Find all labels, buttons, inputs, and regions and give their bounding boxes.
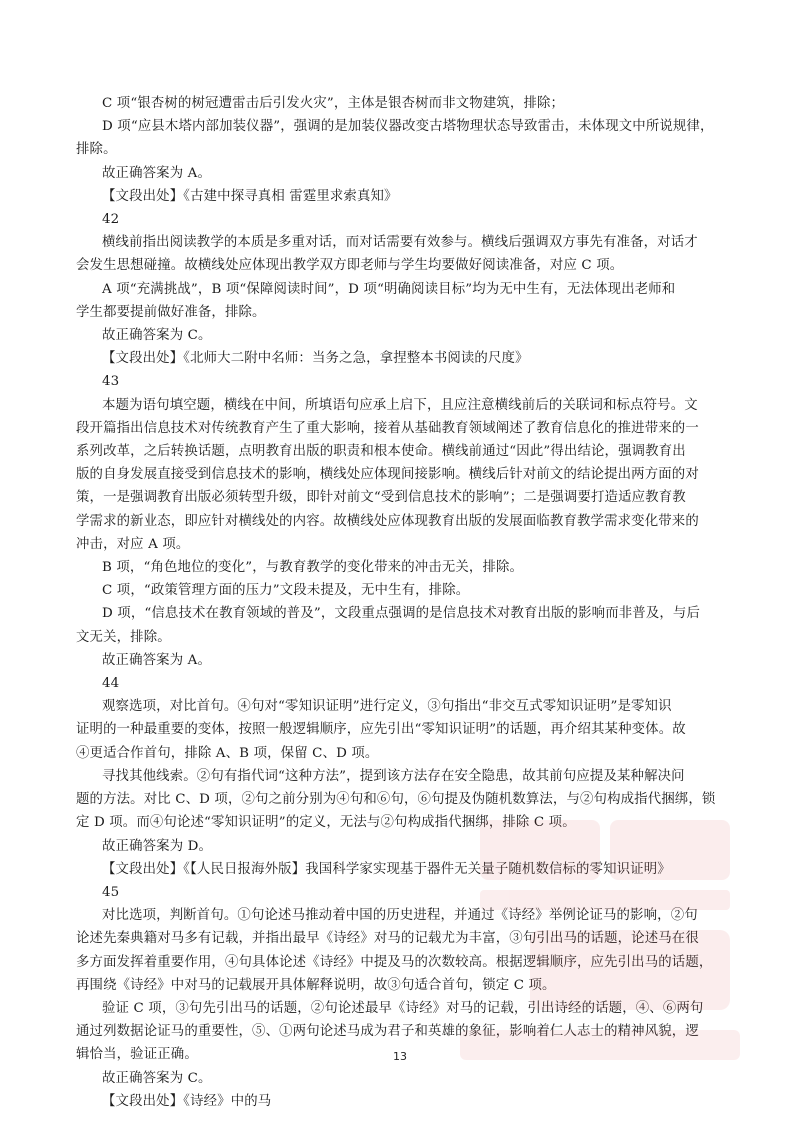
- q44-analysis-line: ④更适合作首句，排除 A、B 项，保留 C、D 项。: [76, 745, 379, 761]
- q44-clue-line: 定 D 项。而④句论述“零知识证明”的定义，无法与②句构成指代捆绑，排除 C 项。: [76, 815, 576, 831]
- q43-option-d-cont: 文无关，排除。: [76, 629, 171, 645]
- q41-answer: 故正确答案为 A。: [102, 165, 212, 181]
- document-page: [76, 92, 724, 1113]
- q43-analysis-line: 策，一是强调教育出版必须转型升级，即针对前文“受到信息技术的影响”；二是强调要打造适应教育教: [76, 490, 686, 506]
- q43-analysis-line: 本题为语句填空题，横线在中间，所填语句应承上启下，且应注意横线前后的关联词和标点符号。文: [102, 397, 698, 413]
- q43-option-d: D 项，“信息技术在教育领域的普及”，文段重点强调的是信息技术对教育出版的影响而非普及，与后: [102, 606, 700, 622]
- q44-clue-line: 题的方法。对比 C、D 项，②句之前分别为④句和⑥句，⑥句提及伪随机数算法，与②句构成指代捆绑，锁: [76, 792, 716, 808]
- q44-analysis-line: 证明的一种最重要的变体，按照一般逻辑顺序，应先引出“零知识证明”的话题，再介绍其某种变体。故: [76, 722, 686, 738]
- q43-analysis-line: 版的自身发展直接受到信息技术的影响，横线处应体现间接影响。横线后针对前文的结论提出两方面的对: [76, 467, 699, 483]
- q45-analysis-line: 再围绕《诗经》中对马的记载展开具体解释说明，故③句适合首句，锁定 C 项。: [76, 977, 556, 993]
- q45-verify-line: 通过列数据论证马的重要性，⑤、①两句论述马成为君子和英雄的象征，影响着仁人志士的精神风貌，逻: [76, 1024, 699, 1040]
- q44-analysis-line: 观察选项，对比首句。④句对“零知识证明”进行定义，③句指出“非交互式零知识证明”是零知识: [102, 699, 672, 715]
- q45-analysis-line: 多方面发挥着重要作用，④句具体论述《诗经》中提及马的次数较高。根据逻辑顺序，应先引出马的话题，: [76, 954, 713, 970]
- q43-analysis-line: 冲击，对应 A 项。: [76, 536, 190, 552]
- q41-option-d: D 项“应县木塔内部加装仪器”，强调的是加装仪器改变古塔物理状态导致雷击，未体现文中所说规律，: [102, 119, 714, 135]
- q45-number: 45: [102, 884, 120, 900]
- q42-number: 42: [102, 212, 120, 228]
- q41-option-c: C 项“银杏树的树冠遭雷击后引发火灾”，主体是银杏树而非文物建筑，排除；: [102, 96, 565, 111]
- q44-number: 44: [102, 676, 120, 692]
- q43-analysis-line: 学需求的新业态，即应针对横线处的内容。故横线处应体现教育出版的发展面临教育教学需求变化带来的: [76, 513, 699, 529]
- q42-options-cont: 学生都要提前做好准备，排除。: [76, 304, 266, 320]
- q43-analysis-line: 系列改革，之后转换话题，点明教育出版的职责和根本使命。横线前通过“因此”得出结论，强调教育出: [76, 444, 686, 460]
- q43-number: 43: [102, 374, 120, 390]
- q42-source: 【文段出处】《北师大二附中名师：当务之急，拿捏整本书阅读的尺度》: [102, 351, 529, 367]
- page-number: 13: [393, 1050, 407, 1063]
- q45-answer: 故正确答案为 C。: [102, 1070, 212, 1086]
- q43-option-b: B 项，“角色地位的变化”，与教育教学的变化带来的冲击无关，排除。: [102, 560, 524, 576]
- q45-verify-line: 验证 C 项，③句先引出马的话题，②句论述最早《诗经》对马的记载，引出诗经的话题，④、⑥两句: [102, 1000, 704, 1016]
- q41-source: 【文段出处】《古建中探寻真相 雷霆里求索真知》: [102, 188, 398, 204]
- q41-option-d-cont: 排除。: [76, 142, 117, 158]
- q45-analysis-line: 论述先秦典籍对马多有记载，并指出最早《诗经》对马的记载尤为丰富，③句引出马的话题，论述马在很: [76, 931, 699, 947]
- q42-analysis: 横线前指出阅读教学的本质是多重对话，而对话需要有效参与。横线后强调双方事先有准备，对话才: [102, 235, 698, 251]
- q42-analysis-cont: 会发生思想碰撞。故横线处应体现出教学双方即老师与学生均要做好阅读准备，对应 C 项。: [76, 258, 624, 274]
- q43-answer: 故正确答案为 A。: [102, 652, 212, 668]
- q44-clue-line: 寻找其他线索。②句有指代词“这种方法”，提到该方法存在安全隐患，故其前句应提及某种解决问: [102, 768, 685, 784]
- q42-options: A 项“充满挑战”，B 项“保障阅读时间”，D 项“明确阅读目标”均为无中生有，无法体现出老师和: [102, 281, 676, 297]
- q44-source: 【文段出处】《【人民日报海外版】我国科学家实现基于器件无关量子随机数信标的零知识证明》: [102, 861, 671, 877]
- q43-option-c: C 项，“政策管理方面的压力”文段未提及，无中生有，排除。: [102, 583, 470, 599]
- q45-verify-line: 辑恰当，验证正确。: [76, 1047, 198, 1063]
- q44-answer: 故正确答案为 D。: [102, 838, 213, 854]
- q42-answer: 故正确答案为 C。: [102, 328, 212, 344]
- q45-analysis-line: 对比选项，判断首句。①句论述马推动着中国的历史进程，并通过《诗经》举例论证马的影响，②句: [102, 908, 698, 924]
- q43-analysis-line: 段开篇指出信息技术对传统教育产生了重大影响，接着从基础教育领域阐述了教育信息化的推进带来的一: [76, 420, 699, 436]
- q45-source: 【文段出处】《诗经》中的马: [102, 1093, 272, 1109]
